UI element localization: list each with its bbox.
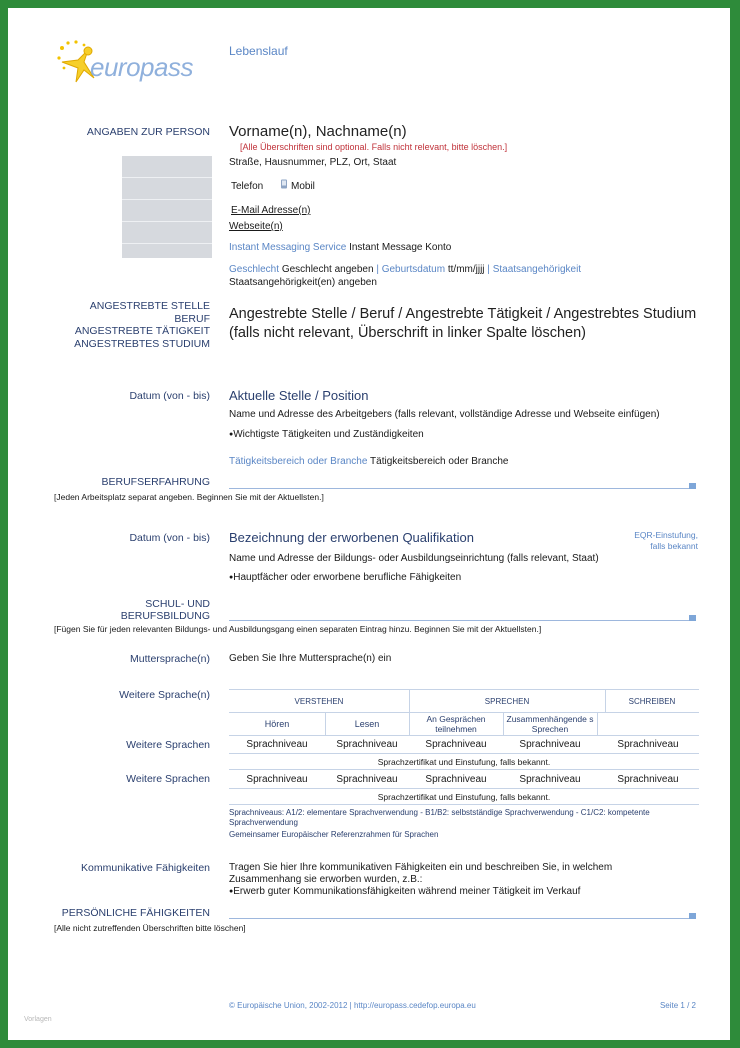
group-understanding: VERSTEHEN	[294, 697, 344, 706]
language-row-label: Weitere Sprachen	[126, 773, 210, 785]
section-marker	[689, 615, 696, 621]
institution: Name und Adresse der Bildungs- oder Ausbildungseinrichtung (falls relevant, Staat)	[229, 553, 599, 564]
level-cell: Sprachniveau	[336, 739, 398, 750]
gender-value: Geschlecht angeben	[281, 264, 374, 275]
language-certificate: Sprachzertifikat und Einstufung, falls bekannt.	[377, 792, 551, 802]
website[interactable]: Webseite(n)	[229, 221, 283, 232]
label-line: ANGESTREBTES STUDIUM	[74, 337, 210, 350]
sector-label: Tätigkeitsbereich oder Branche	[229, 456, 368, 467]
optional-note: [Alle Überschriften sind optional. Falls nicht relevant, bitte löschen.]	[240, 142, 508, 152]
sub-listening: Hören	[264, 719, 290, 729]
language-groups-header	[229, 689, 699, 713]
education-hint: [Fügen Sie für jeden relevanten Bildungs- und Ausbildungsgang einen separaten Eintrag hinzu. Beginnen Sie mit der Aktuellsten.]	[54, 624, 542, 634]
birth-label: Geburtsdatum	[381, 264, 446, 275]
phone-label: Telefon	[231, 181, 264, 192]
eqr-level	[608, 530, 698, 552]
section-divider	[229, 918, 695, 919]
other-languages-label: Weitere Sprache(n)	[119, 689, 210, 701]
experience-date-label: Datum (von - bis)	[129, 390, 210, 402]
address: Straße, Hausnummer, PLZ, Ort, Staat	[229, 157, 397, 168]
nationality-value: Staatsangehörigkeit(en) angeben	[229, 277, 377, 288]
level-cell: Sprachniveau	[617, 774, 679, 785]
language-levels-note: Sprachniveaus: A1/2: elementare Sprachverwendung - B1/B2: selbstständige Sprachverwendung - C1/C2: kompetente Sprachverwendung	[229, 808, 650, 827]
bullet-text: Wichtigste Tätigkeiten und Zuständigkeiten	[233, 429, 424, 440]
level-cell: Sprachniveau	[246, 774, 308, 785]
education-section-label	[121, 598, 210, 622]
sub-reading: Lesen	[354, 719, 380, 729]
sector	[229, 456, 508, 467]
europass-logo	[54, 38, 214, 88]
level-cell: Sprachniveau	[519, 739, 581, 750]
label-line: BERUFSBILDUNG	[120, 610, 210, 622]
bullet-icon: ●	[229, 888, 234, 895]
instant-messaging	[229, 242, 451, 253]
language-row-label: Weitere Sprachen	[126, 739, 210, 751]
birth-value: tt/mm/jjjj	[447, 264, 485, 275]
label-line: ANGESTREBTE STELLE	[89, 300, 210, 312]
footer-copyright: © Europäische Union, 2002-2012 | http://europass.cedefop.europa.eu	[229, 1001, 476, 1010]
label-line: ANGESTREBTE TÄTIGKEIT	[74, 325, 210, 337]
mobile-label: Mobil	[291, 181, 315, 192]
level-cell: Sprachniveau	[425, 739, 487, 750]
language-subheader	[229, 712, 699, 736]
communication-bullet	[229, 886, 580, 897]
logo-text: europass	[90, 52, 193, 82]
education-date-label: Datum (von - bis)	[129, 532, 210, 544]
bullet-text: Hauptfächer oder erworbene berufliche Fähigkeiten	[233, 572, 462, 583]
level-cell: Sprachniveau	[617, 739, 679, 750]
im-value: Instant Message Konto	[349, 242, 452, 253]
photo-placeholder	[122, 156, 212, 258]
group-speaking: SPRECHEN	[484, 697, 530, 706]
section-personal-label: ANGABEN ZUR PERSON	[86, 126, 210, 138]
sub-interaction: An Gesprächen teilnehmen	[426, 714, 486, 734]
label-line: BERUF	[174, 312, 210, 325]
desired-position-label	[74, 300, 210, 350]
page-number: Seite 1 / 2	[659, 1001, 696, 1010]
framework-note: Gemeinsamer Europäischer Referenzrahmen für Sprachen	[229, 830, 439, 839]
separator: |	[484, 264, 493, 275]
nationality-label: Staatsangehörigkeit	[492, 264, 582, 275]
mother-tongue-value: Geben Sie Ihre Muttersprache(n) ein	[229, 653, 392, 664]
communication-skills-text: Tragen Sie hier Ihre kommunikativen Fähigkeiten ein und beschreiben Sie, in welchem Zusammenhang sie erworben wurden, z.B.:	[229, 862, 613, 885]
level-cell: Sprachniveau	[246, 739, 308, 750]
label-line: SCHUL- UND	[145, 598, 210, 610]
mobile-phone-icon	[280, 179, 288, 189]
bullet-icon: ●	[229, 431, 234, 438]
gender-label: Geschlecht	[229, 264, 280, 275]
level-cell: Sprachniveau	[519, 774, 581, 785]
level-cell: Sprachniveau	[425, 774, 487, 785]
level-cell: Sprachniveau	[336, 774, 398, 785]
row-divider	[229, 753, 699, 754]
desired-position-text: Angestrebte Stelle / Beruf / Angestrebte Tätigkeit / Angestrebtes Studium (falls nicht relevant, Überschrift in linker Spalte löschen)	[229, 306, 697, 341]
email-address[interactable]: E-Mail Adresse(n)	[231, 205, 311, 216]
eqr-line: EQR-Einstufung,	[634, 530, 698, 540]
experience-bullet	[229, 429, 424, 440]
current-position: Aktuelle Stelle / Position	[229, 388, 369, 403]
full-name: Vorname(n), Nachname(n)	[229, 123, 407, 140]
section-marker	[689, 913, 696, 919]
education-bullet	[229, 572, 461, 583]
sub-production: Zusammenhängende s Sprechen	[506, 714, 594, 734]
document-type: Lebenslauf	[229, 44, 288, 58]
personal-details	[229, 263, 699, 289]
cv-page	[8, 8, 730, 1040]
row-divider	[229, 769, 699, 770]
experience-section-label: BERUFSERFAHRUNG	[101, 476, 210, 488]
section-divider	[229, 620, 695, 621]
row-divider	[229, 788, 699, 789]
personal-skills-section-label: PERSÖNLICHE FÄHIGKEITEN	[61, 907, 210, 919]
language-certificate: Sprachzertifikat und Einstufung, falls bekannt.	[377, 757, 551, 767]
group-writing: SCHREIBEN	[628, 697, 676, 706]
mother-tongue-label: Muttersprache(n)	[130, 653, 210, 665]
skills-hint: [Alle nicht zutreffenden Überschriften bitte löschen]	[54, 923, 246, 933]
qualification: Bezeichnung der erworbenen Qualifikation	[229, 530, 474, 545]
separator: |	[373, 264, 382, 275]
watermark: Vorlagen	[24, 1016, 52, 1023]
sector-value: Tätigkeitsbereich oder Branche	[370, 456, 509, 467]
experience-hint: [Jeden Arbeitsplatz separat angeben. Beginnen Sie mit der Aktuellsten.]	[54, 492, 324, 502]
eqr-line: falls bekannt	[650, 541, 698, 551]
section-marker	[689, 483, 696, 489]
row-divider	[229, 804, 699, 805]
im-label: Instant Messaging Service	[229, 242, 347, 253]
communication-skills-label: Kommunikative Fähigkeiten	[81, 862, 210, 874]
section-divider	[229, 488, 695, 489]
bullet-icon: ●	[229, 574, 234, 581]
employer: Name und Adresse des Arbeitgebers (falls relevant, vollständige Adresse und Webseite einfügen)	[229, 409, 660, 420]
bullet-text: Erwerb guter Kommunikationsfähigkeiten während meiner Tätigkeit im Verkauf	[233, 886, 581, 897]
